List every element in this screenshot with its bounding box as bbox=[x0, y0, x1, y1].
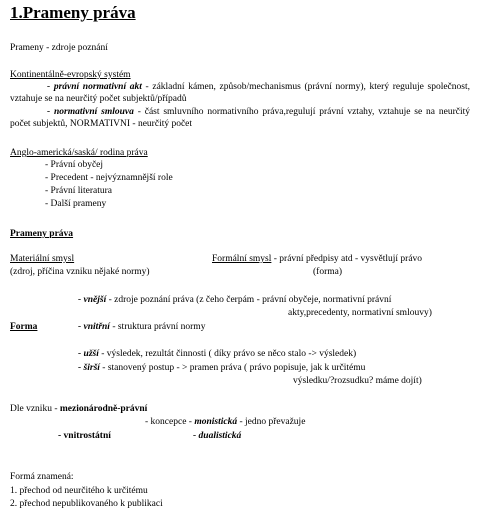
formal-line bbox=[212, 253, 422, 265]
origin-line bbox=[10, 403, 147, 415]
meaning-item: 2. přechod nepublikovaného k publikaci bbox=[10, 499, 163, 509]
material-label: Materiální smysl bbox=[10, 254, 75, 264]
sirsi-text-2: výsledku/?rozsudku? máme dojít) bbox=[293, 376, 422, 386]
anglo-item: - Právní obyčej bbox=[45, 160, 104, 170]
continental-heading: Kontinentálně-evropský systém bbox=[10, 70, 131, 80]
vnitrni-text: - struktura právní normy bbox=[109, 322, 206, 332]
vnejsi-term: - vnější bbox=[78, 295, 107, 305]
form-sirsi bbox=[78, 362, 365, 374]
intro-line: Prameny - zdroje poznání bbox=[10, 43, 108, 53]
origin-domestic: - vnitrostátní bbox=[58, 431, 111, 441]
form-vnejsi bbox=[78, 294, 391, 306]
concept-rest: - jedno převažuje bbox=[237, 417, 306, 427]
vnitrni-term: - vnitřní bbox=[78, 322, 110, 332]
page-title: 1.Prameny práva bbox=[10, 3, 136, 22]
origin-international: mezionárodně-právní bbox=[59, 404, 148, 414]
anglo-item: - Další prameny bbox=[45, 199, 107, 209]
sirsi-term: - širší bbox=[78, 363, 100, 373]
meaning-item: 1. přechod od neurčitého k určitému bbox=[10, 486, 148, 496]
vnejsi-text-2: akty,precedenty, normativní smlouvy) bbox=[288, 308, 432, 318]
origin-concept bbox=[145, 416, 305, 428]
vnejsi-text: - zdroje poznání práva (z čeho čerpám - právní obyčeje, normativní právní bbox=[106, 295, 392, 305]
sirsi-text: - stanovený postup - > pramen práva ( právo popisuje, jak k určitému bbox=[99, 363, 366, 373]
formal-text: - právní předpisy atd - vysvětlují právo bbox=[271, 254, 423, 264]
sources-heading: Prameny práva bbox=[10, 229, 74, 239]
material-text: (zdroj, příčina vzniku nějaké normy) bbox=[10, 267, 150, 277]
origin-prefix: Dle vzniku - bbox=[10, 404, 60, 414]
continental-item-2-text: - část smluvního normativního práva,regulují právní vztahy, vztahuje se na neurčitý počet subjektů, NORMATIVNI - neurčitý počet bbox=[10, 107, 470, 129]
origin-dualistic: - dualistická bbox=[193, 431, 242, 441]
formal-text-2: (forma) bbox=[313, 267, 343, 277]
concept-monistic: monistická bbox=[194, 417, 238, 427]
anglo-heading: Anglo-americká/saská/ rodina práva bbox=[10, 148, 148, 158]
anglo-item: - Právní literatura bbox=[45, 186, 113, 196]
meaning-heading: Formá znamená: bbox=[10, 472, 74, 482]
continental-item-2 bbox=[10, 106, 470, 130]
concept-prefix: - koncepce - bbox=[145, 417, 195, 427]
continental-item-1-text: - základní kámen, způsob/mechanismus (právní normy), který reguluje společnost, vztahuje se na neurčitý počet subjektů/případů bbox=[10, 82, 470, 104]
form-uzsi bbox=[78, 348, 356, 360]
continental-item-2-term: - normativní smlouva bbox=[47, 107, 134, 117]
uzsi-text: - výsledek, rezultát činnosti ( díky právo se něco stalo -> výsledek) bbox=[98, 349, 357, 359]
continental-item-1 bbox=[10, 81, 470, 105]
form-vnitrni bbox=[78, 321, 205, 333]
form-label: Forma bbox=[10, 322, 38, 332]
continental-item-1-term: - právní normativní akt bbox=[47, 82, 142, 92]
uzsi-term: - užší bbox=[78, 349, 99, 359]
anglo-item: - Precedent - nejvýznamnější role bbox=[45, 173, 173, 183]
formal-label: Formální smysl bbox=[212, 254, 272, 264]
